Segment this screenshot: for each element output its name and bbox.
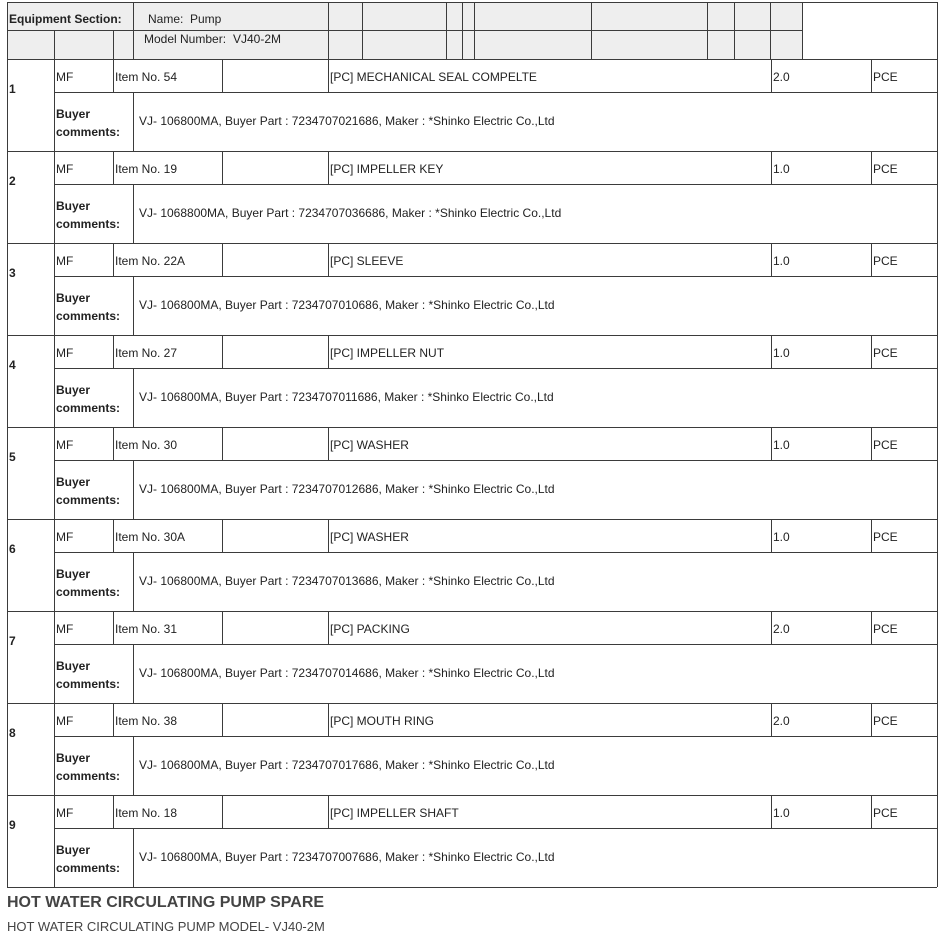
quantity: 1.0 (773, 806, 790, 820)
item-number: Item No. 38 (115, 714, 178, 728)
mf-cell: MF (56, 70, 74, 84)
unit: PCE (873, 162, 898, 176)
row-number: 5 (9, 450, 16, 464)
name-label: Name: (148, 12, 184, 26)
buyer-comments-label: comments: (56, 125, 121, 139)
item-number: Item No. 19 (115, 162, 178, 176)
mf-cell: MF (56, 806, 74, 820)
item-number: Item No. 54 (115, 70, 178, 84)
buyer-comments-label: comments: (56, 493, 121, 507)
buyer-comments-label: comments: (56, 677, 121, 691)
row-number: 2 (9, 174, 16, 188)
buyer-comment-text: VJ- 106800MA, Buyer Part : 7234707021686, Maker : *Shinko Electric Co.,Ltd (139, 114, 555, 128)
quantity: 1.0 (773, 438, 790, 452)
buyer-comment-text: VJ- 1068800MA, Buyer Part : 7234707036686, Maker : *Shinko Electric Co.,Ltd (139, 206, 562, 220)
buyer-comment-text: VJ- 106800MA, Buyer Part : 7234707011686, Maker : *Shinko Electric Co.,Ltd (139, 390, 554, 404)
row-number: 8 (9, 726, 16, 740)
item-description: [PC] MOUTH RING (330, 714, 434, 728)
item-description: [PC] SLEEVE (330, 254, 404, 268)
item-number: Item No. 30 (115, 438, 178, 452)
buyer-comment-text: VJ- 106800MA, Buyer Part : 7234707007686, Maker : *Shinko Electric Co.,Ltd (139, 850, 555, 864)
section-title: HOT WATER CIRCULATING PUMP SPARE (7, 894, 325, 911)
buyer-comments-label: Buyer (56, 843, 91, 857)
buyer-comments-label: comments: (56, 309, 121, 323)
quantity: 1.0 (773, 254, 790, 268)
mf-cell: MF (56, 438, 74, 452)
buyer-comments-label: comments: (56, 217, 121, 231)
item-description: [PC] WASHER (330, 530, 409, 544)
item-number: Item No. 27 (115, 346, 178, 360)
buyer-comment-text: VJ- 106800MA, Buyer Part : 7234707010686, Maker : *Shinko Electric Co.,Ltd (139, 298, 555, 312)
buyer-comments-label: Buyer (56, 291, 91, 305)
buyer-comments-label: Buyer (56, 107, 91, 121)
item-description: [PC] IMPELLER KEY (330, 162, 444, 176)
quantity: 2.0 (773, 70, 790, 84)
quantity: 2.0 (773, 714, 790, 728)
unit: PCE (873, 438, 898, 452)
unit: PCE (873, 70, 898, 84)
buyer-comments-label: Buyer (56, 383, 91, 397)
buyer-comments-label: comments: (56, 585, 121, 599)
item-description: [PC] IMPELLER NUT (330, 346, 445, 360)
unit: PCE (873, 806, 898, 820)
row-number: 3 (9, 266, 16, 280)
item-number: Item No. 31 (115, 622, 178, 636)
buyer-comments-label: Buyer (56, 567, 91, 581)
section-subtitle: HOT WATER CIRCULATING PUMP MODEL- VJ40-2M (7, 919, 325, 934)
unit: PCE (873, 254, 898, 268)
name-value: Pump (190, 12, 222, 26)
equipment-section-label: Equipment Section: (9, 12, 122, 26)
item-description: [PC] IMPELLER SHAFT (330, 806, 459, 820)
buyer-comments-label: Buyer (56, 199, 91, 213)
buyer-comment-text: VJ- 106800MA, Buyer Part : 7234707012686, Maker : *Shinko Electric Co.,Ltd (139, 482, 555, 496)
buyer-comments-label: comments: (56, 769, 121, 783)
item-number: Item No. 22A (115, 254, 186, 268)
buyer-comment-text: VJ- 106800MA, Buyer Part : 7234707014686, Maker : *Shinko Electric Co.,Ltd (139, 666, 555, 680)
row-number: 4 (9, 358, 16, 372)
unit: PCE (873, 622, 898, 636)
row-number: 9 (9, 818, 16, 832)
item-number: Item No. 18 (115, 806, 178, 820)
unit: PCE (873, 714, 898, 728)
mf-cell: MF (56, 622, 74, 636)
row-number: 7 (9, 634, 16, 648)
item-description: [PC] PACKING (330, 622, 410, 636)
buyer-comments-label: comments: (56, 861, 121, 875)
buyer-comment-text: VJ- 106800MA, Buyer Part : 7234707017686, Maker : *Shinko Electric Co.,Ltd (139, 758, 555, 772)
mf-cell: MF (56, 714, 74, 728)
item-number: Item No. 30A (115, 530, 186, 544)
row-number: 1 (9, 82, 16, 96)
model-number-label: Model Number: (144, 32, 227, 46)
unit: PCE (873, 530, 898, 544)
quantity: 1.0 (773, 162, 790, 176)
quantity: 1.0 (773, 346, 790, 360)
quantity: 1.0 (773, 530, 790, 544)
mf-cell: MF (56, 254, 74, 268)
mf-cell: MF (56, 530, 74, 544)
buyer-comment-text: VJ- 106800MA, Buyer Part : 7234707013686, Maker : *Shinko Electric Co.,Ltd (139, 574, 555, 588)
unit: PCE (873, 346, 898, 360)
quantity: 2.0 (773, 622, 790, 636)
item-description: [PC] WASHER (330, 438, 409, 452)
row-number: 6 (9, 542, 16, 556)
buyer-comments-label: comments: (56, 401, 121, 415)
buyer-comments-label: Buyer (56, 659, 91, 673)
buyer-comments-label: Buyer (56, 751, 91, 765)
mf-cell: MF (56, 346, 74, 360)
mf-cell: MF (56, 162, 74, 176)
model-number-value: VJ40-2M (233, 32, 282, 46)
buyer-comments-label: Buyer (56, 475, 91, 489)
item-description: [PC] MECHANICAL SEAL COMPELTE (330, 70, 537, 84)
